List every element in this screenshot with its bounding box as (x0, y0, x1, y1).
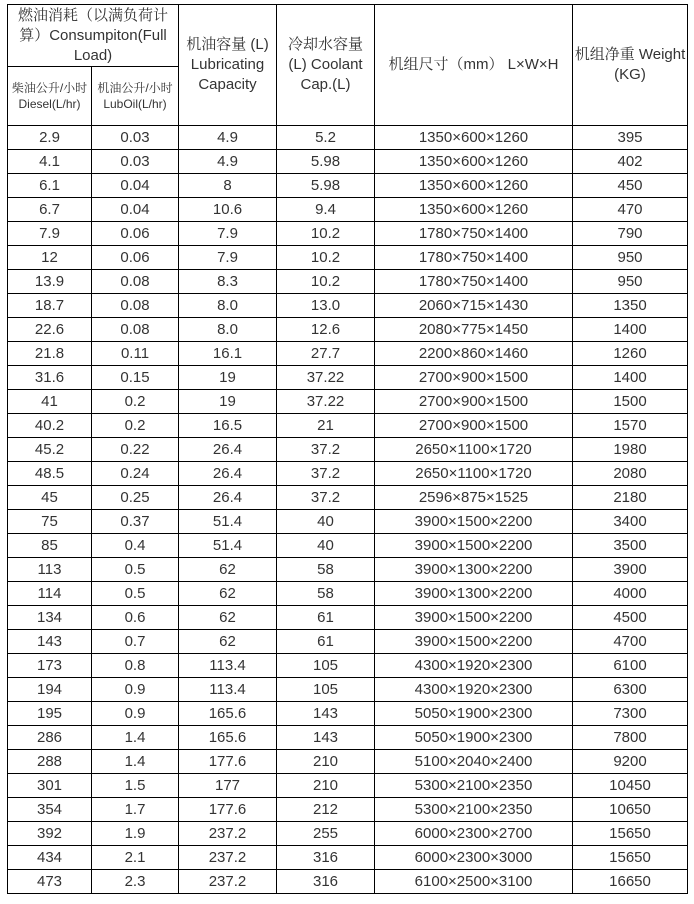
dimensions-cell: 2700×900×1500 (375, 366, 573, 390)
luboil-cell: 0.6 (92, 606, 179, 630)
table-row (8, 222, 688, 246)
diesel-cell: 12 (8, 246, 92, 270)
luboil-cell: 1.4 (92, 726, 179, 750)
table-row (8, 534, 688, 558)
lubricating-capacity-cell: 26.4 (179, 486, 277, 510)
table-row (8, 462, 688, 486)
diesel-cell: 301 (8, 774, 92, 798)
lubricating-capacity-cell: 177.6 (179, 798, 277, 822)
lubricating-capacity-cell: 113.4 (179, 678, 277, 702)
table-row (8, 270, 688, 294)
luboil-cell: 0.08 (92, 270, 179, 294)
dimensions-cell: 4300×1920×2300 (375, 654, 573, 678)
diesel-cell: 194 (8, 678, 92, 702)
lubricating-capacity-cell: 16.5 (179, 414, 277, 438)
table-row (8, 246, 688, 270)
table-row (8, 798, 688, 822)
lubricating-capacity-cell: 51.4 (179, 534, 277, 558)
luboil-cell: 0.08 (92, 318, 179, 342)
lubricating-capacity-cell: 16.1 (179, 342, 277, 366)
coolant-capacity-cell: 37.2 (277, 462, 375, 486)
diesel-cell: 434 (8, 846, 92, 870)
dimensions-cell: 2080×775×1450 (375, 318, 573, 342)
dimensions-cell: 1350×600×1260 (375, 174, 573, 198)
diesel-cell: 195 (8, 702, 92, 726)
lubricating-capacity-cell: 26.4 (179, 462, 277, 486)
lubricating-capacity-cell: 237.2 (179, 870, 277, 894)
lubricating-capacity-cell: 4.9 (179, 126, 277, 150)
header-diesel: 柴油公升/小时 Diesel(L/hr) (8, 67, 92, 126)
weight-cell: 1400 (573, 318, 688, 342)
dimensions-cell: 2596×875×1525 (375, 486, 573, 510)
coolant-capacity-cell: 27.7 (277, 342, 375, 366)
luboil-cell: 0.2 (92, 390, 179, 414)
weight-cell: 3400 (573, 510, 688, 534)
weight-cell: 3900 (573, 558, 688, 582)
coolant-capacity-cell: 105 (277, 654, 375, 678)
table-row (8, 510, 688, 534)
luboil-cell: 0.03 (92, 150, 179, 174)
dimensions-cell: 6100×2500×3100 (375, 870, 573, 894)
table-row (8, 774, 688, 798)
luboil-cell: 0.9 (92, 678, 179, 702)
weight-cell: 790 (573, 222, 688, 246)
dimensions-cell: 1350×600×1260 (375, 126, 573, 150)
lubricating-capacity-cell: 8 (179, 174, 277, 198)
luboil-cell: 0.7 (92, 630, 179, 654)
lubricating-capacity-cell: 4.9 (179, 150, 277, 174)
weight-cell: 10650 (573, 798, 688, 822)
luboil-cell: 0.03 (92, 126, 179, 150)
dimensions-cell: 3900×1500×2200 (375, 534, 573, 558)
table-row (8, 390, 688, 414)
dimensions-cell: 2200×860×1460 (375, 342, 573, 366)
coolant-capacity-cell: 61 (277, 606, 375, 630)
spec-table-container (7, 4, 688, 894)
luboil-cell: 0.37 (92, 510, 179, 534)
lubricating-capacity-cell: 62 (179, 630, 277, 654)
lubricating-capacity-cell: 237.2 (179, 822, 277, 846)
luboil-cell: 0.04 (92, 174, 179, 198)
diesel-cell: 134 (8, 606, 92, 630)
dimensions-cell: 5300×2100×2350 (375, 798, 573, 822)
coolant-capacity-cell: 37.2 (277, 486, 375, 510)
luboil-cell: 1.7 (92, 798, 179, 822)
dimensions-cell: 2650×1100×1720 (375, 462, 573, 486)
weight-cell: 1980 (573, 438, 688, 462)
weight-cell: 470 (573, 198, 688, 222)
coolant-capacity-cell: 255 (277, 822, 375, 846)
dimensions-cell: 5300×2100×2350 (375, 774, 573, 798)
table-row (8, 654, 688, 678)
lubricating-capacity-cell: 7.9 (179, 246, 277, 270)
coolant-capacity-cell: 10.2 (277, 222, 375, 246)
weight-cell: 9200 (573, 750, 688, 774)
table-row (8, 750, 688, 774)
table-row (8, 558, 688, 582)
coolant-capacity-cell: 40 (277, 510, 375, 534)
dimensions-cell: 3900×1500×2200 (375, 630, 573, 654)
dimensions-cell: 4300×1920×2300 (375, 678, 573, 702)
diesel-cell: 392 (8, 822, 92, 846)
luboil-cell: 0.25 (92, 486, 179, 510)
lubricating-capacity-cell: 26.4 (179, 438, 277, 462)
weight-cell: 950 (573, 246, 688, 270)
table-row (8, 630, 688, 654)
table-row (8, 342, 688, 366)
diesel-cell: 6.1 (8, 174, 92, 198)
coolant-capacity-cell: 13.0 (277, 294, 375, 318)
header-dimensions: 机组尺寸（mm） L×W×H (375, 5, 573, 126)
lubricating-capacity-cell: 8.0 (179, 318, 277, 342)
luboil-cell: 0.8 (92, 654, 179, 678)
dimensions-cell: 2650×1100×1720 (375, 438, 573, 462)
luboil-cell: 0.04 (92, 198, 179, 222)
diesel-cell: 6.7 (8, 198, 92, 222)
diesel-cell: 7.9 (8, 222, 92, 246)
table-row (8, 678, 688, 702)
coolant-capacity-cell: 105 (277, 678, 375, 702)
coolant-capacity-cell: 5.98 (277, 150, 375, 174)
luboil-cell: 0.11 (92, 342, 179, 366)
table-row (8, 366, 688, 390)
diesel-cell: 4.1 (8, 150, 92, 174)
table-row (8, 198, 688, 222)
table-row (8, 126, 688, 150)
diesel-cell: 173 (8, 654, 92, 678)
luboil-cell: 0.4 (92, 534, 179, 558)
coolant-capacity-cell: 316 (277, 870, 375, 894)
diesel-cell: 114 (8, 582, 92, 606)
lubricating-capacity-cell: 7.9 (179, 222, 277, 246)
coolant-capacity-cell: 9.4 (277, 198, 375, 222)
coolant-capacity-cell: 12.6 (277, 318, 375, 342)
luboil-cell: 0.22 (92, 438, 179, 462)
luboil-cell: 0.5 (92, 582, 179, 606)
diesel-cell: 13.9 (8, 270, 92, 294)
dimensions-cell: 6000×2300×3000 (375, 846, 573, 870)
dimensions-cell: 3900×1300×2200 (375, 558, 573, 582)
coolant-capacity-cell: 10.2 (277, 246, 375, 270)
weight-cell: 4500 (573, 606, 688, 630)
weight-cell: 6100 (573, 654, 688, 678)
coolant-capacity-cell: 37.22 (277, 366, 375, 390)
dimensions-cell: 3900×1500×2200 (375, 510, 573, 534)
lubricating-capacity-cell: 8.3 (179, 270, 277, 294)
diesel-cell: 48.5 (8, 462, 92, 486)
weight-cell: 6300 (573, 678, 688, 702)
dimensions-cell: 5050×1900×2300 (375, 702, 573, 726)
lubricating-capacity-cell: 10.6 (179, 198, 277, 222)
coolant-capacity-cell: 21 (277, 414, 375, 438)
table-header (8, 5, 688, 126)
lubricating-capacity-cell: 177.6 (179, 750, 277, 774)
table-row (8, 822, 688, 846)
diesel-cell: 31.6 (8, 366, 92, 390)
lubricating-capacity-cell: 237.2 (179, 846, 277, 870)
luboil-cell: 1.9 (92, 822, 179, 846)
coolant-capacity-cell: 10.2 (277, 270, 375, 294)
luboil-cell: 2.3 (92, 870, 179, 894)
diesel-cell: 21.8 (8, 342, 92, 366)
table-body (8, 126, 688, 894)
weight-cell: 1570 (573, 414, 688, 438)
header-lubricating-capacity: 机油容量 (L) Lubricating Capacity (179, 5, 277, 126)
table-row (8, 606, 688, 630)
coolant-capacity-cell: 58 (277, 582, 375, 606)
luboil-cell: 0.9 (92, 702, 179, 726)
coolant-capacity-cell: 5.2 (277, 126, 375, 150)
weight-cell: 395 (573, 126, 688, 150)
table-row (8, 438, 688, 462)
weight-cell: 7300 (573, 702, 688, 726)
dimensions-cell: 1350×600×1260 (375, 198, 573, 222)
lubricating-capacity-cell: 62 (179, 558, 277, 582)
weight-cell: 4000 (573, 582, 688, 606)
weight-cell: 2080 (573, 462, 688, 486)
weight-cell: 4700 (573, 630, 688, 654)
coolant-capacity-cell: 37.2 (277, 438, 375, 462)
dimensions-cell: 2700×900×1500 (375, 414, 573, 438)
lubricating-capacity-cell: 177 (179, 774, 277, 798)
lubricating-capacity-cell: 8.0 (179, 294, 277, 318)
coolant-capacity-cell: 143 (277, 702, 375, 726)
diesel-cell: 45.2 (8, 438, 92, 462)
diesel-cell: 143 (8, 630, 92, 654)
table-row (8, 846, 688, 870)
coolant-capacity-cell: 58 (277, 558, 375, 582)
weight-cell: 1500 (573, 390, 688, 414)
diesel-cell: 288 (8, 750, 92, 774)
dimensions-cell: 3900×1500×2200 (375, 606, 573, 630)
lubricating-capacity-cell: 62 (179, 606, 277, 630)
lubricating-capacity-cell: 19 (179, 390, 277, 414)
diesel-cell: 85 (8, 534, 92, 558)
dimensions-cell: 2060×715×1430 (375, 294, 573, 318)
weight-cell: 2180 (573, 486, 688, 510)
luboil-cell: 0.24 (92, 462, 179, 486)
weight-cell: 7800 (573, 726, 688, 750)
table-row (8, 414, 688, 438)
coolant-capacity-cell: 61 (277, 630, 375, 654)
header-coolant-capacity: 冷却水容量 (L) Coolant Cap.(L) (277, 5, 375, 126)
weight-cell: 402 (573, 150, 688, 174)
luboil-cell: 2.1 (92, 846, 179, 870)
dimensions-cell: 1780×750×1400 (375, 270, 573, 294)
dimensions-cell: 1350×600×1260 (375, 150, 573, 174)
coolant-capacity-cell: 212 (277, 798, 375, 822)
coolant-capacity-cell: 143 (277, 726, 375, 750)
table-row (8, 294, 688, 318)
lubricating-capacity-cell: 165.6 (179, 726, 277, 750)
weight-cell: 15650 (573, 846, 688, 870)
diesel-cell: 473 (8, 870, 92, 894)
lubricating-capacity-cell: 19 (179, 366, 277, 390)
weight-cell: 3500 (573, 534, 688, 558)
weight-cell: 450 (573, 174, 688, 198)
luboil-cell: 0.08 (92, 294, 179, 318)
diesel-cell: 286 (8, 726, 92, 750)
lubricating-capacity-cell: 113.4 (179, 654, 277, 678)
table-row (8, 726, 688, 750)
coolant-capacity-cell: 210 (277, 750, 375, 774)
table-row (8, 318, 688, 342)
table-row (8, 582, 688, 606)
diesel-cell: 113 (8, 558, 92, 582)
diesel-cell: 354 (8, 798, 92, 822)
coolant-capacity-cell: 40 (277, 534, 375, 558)
coolant-capacity-cell: 210 (277, 774, 375, 798)
luboil-cell: 1.5 (92, 774, 179, 798)
lubricating-capacity-cell: 51.4 (179, 510, 277, 534)
luboil-cell: 1.4 (92, 750, 179, 774)
dimensions-cell: 2700×900×1500 (375, 390, 573, 414)
header-fuel-consumption: 燃油消耗（以满负荷计算）Consumpiton(Full Load) (8, 5, 179, 67)
dimensions-cell: 6000×2300×2700 (375, 822, 573, 846)
lubricating-capacity-cell: 165.6 (179, 702, 277, 726)
coolant-capacity-cell: 37.22 (277, 390, 375, 414)
luboil-cell: 0.06 (92, 222, 179, 246)
diesel-cell: 40.2 (8, 414, 92, 438)
dimensions-cell: 1780×750×1400 (375, 222, 573, 246)
generator-spec-table (7, 4, 688, 894)
table-row (8, 870, 688, 894)
weight-cell: 16650 (573, 870, 688, 894)
luboil-cell: 0.2 (92, 414, 179, 438)
dimensions-cell: 1780×750×1400 (375, 246, 573, 270)
diesel-cell: 2.9 (8, 126, 92, 150)
weight-cell: 1400 (573, 366, 688, 390)
diesel-cell: 22.6 (8, 318, 92, 342)
weight-cell: 1350 (573, 294, 688, 318)
weight-cell: 10450 (573, 774, 688, 798)
coolant-capacity-cell: 5.98 (277, 174, 375, 198)
table-row (8, 486, 688, 510)
table-row (8, 150, 688, 174)
luboil-cell: 0.06 (92, 246, 179, 270)
lubricating-capacity-cell: 62 (179, 582, 277, 606)
diesel-cell: 75 (8, 510, 92, 534)
diesel-cell: 18.7 (8, 294, 92, 318)
diesel-cell: 41 (8, 390, 92, 414)
coolant-capacity-cell: 316 (277, 846, 375, 870)
weight-cell: 950 (573, 270, 688, 294)
diesel-cell: 45 (8, 486, 92, 510)
weight-cell: 1260 (573, 342, 688, 366)
luboil-cell: 0.5 (92, 558, 179, 582)
dimensions-cell: 3900×1300×2200 (375, 582, 573, 606)
luboil-cell: 0.15 (92, 366, 179, 390)
dimensions-cell: 5100×2040×2400 (375, 750, 573, 774)
table-row (8, 702, 688, 726)
table-row (8, 174, 688, 198)
header-weight: 机组净重 Weight (KG) (573, 5, 688, 126)
dimensions-cell: 5050×1900×2300 (375, 726, 573, 750)
header-luboil: 机油公升/小时 LubOil(L/hr) (92, 67, 179, 126)
weight-cell: 15650 (573, 822, 688, 846)
